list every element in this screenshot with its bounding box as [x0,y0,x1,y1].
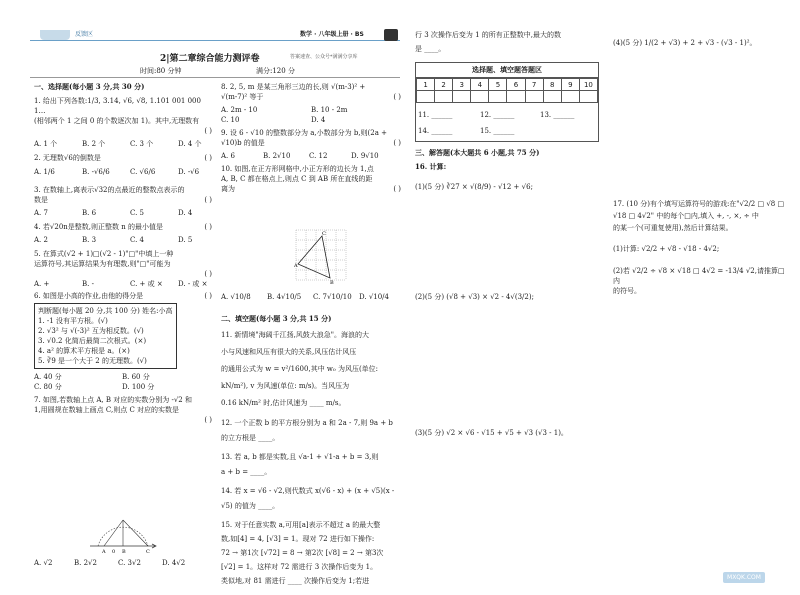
q10-text: 10. 如图,在正方形网格中,小正方形的边长为 1,点 [221,165,374,173]
q2-option-d[interactable]: D. -√6 [178,168,200,176]
q4-options [34,235,212,245]
blank-11[interactable]: 11. ______ [418,111,453,119]
number-line-figure [88,516,158,554]
q6-options-2 [34,382,212,392]
homework-item: 2. √3² 与 √(-3)² 互为相反数。(√) [38,327,144,335]
subject-label: 数学 · 八年级上册 · BS [300,31,364,38]
q9-text: 9. 设 6 - √10 的整数部分为 a,小数部分为 b,则(2a + [221,129,387,137]
q13-line: 13. 若 a, b 都是实数,且 √a-1 + √1-a + b = 3,则 [221,453,379,461]
q4-option-b[interactable]: B. 3 [82,236,97,244]
q13-line: a + b = ____。 [221,468,272,476]
q8-options-2 [221,115,401,125]
q5-option-c[interactable]: C. + 或 × [130,280,163,288]
q8-text-b: √(m-7)² 等于 ( ) [221,93,401,101]
q15-block [221,518,401,588]
q9-option-b[interactable]: B. 2√10 [263,152,291,160]
answer-grid [416,78,598,103]
q15-continued-b: 是 ____。 [415,45,446,53]
q2-option-b[interactable]: B. -√6/6 [82,168,110,176]
answer-col-header: 8 [543,79,561,91]
answer-col-header: 4 [471,79,489,91]
q10-option-c[interactable]: C. 7√10/10 [313,293,352,301]
time-limit: 时间:80 分钟 [140,67,182,75]
answer-cell[interactable] [453,91,471,103]
q9-options [221,151,401,161]
q8-options-1 [221,105,401,115]
q10-option-b[interactable]: B. 4√10/5 [267,293,302,301]
q2-options [34,167,212,183]
q16-part2: (2)(5 分) (√8 + √3) × √2 - 4√(3/2); [415,293,534,301]
q11-line: kN/m²), v 为风速(单位: m/s)。当风压为 [221,382,350,390]
answer-area-title: 选择题、填空题答题区 [416,63,598,78]
q17-part2-b: 的符号。 [613,287,641,295]
q16-part1: (1)(5 分) ∛27 × √(8/9) - √12 + √6; [415,183,533,191]
full-score: 满分:120 分 [256,67,295,75]
q14-block [221,484,401,514]
q3-option-d[interactable]: D. 4 [178,209,193,217]
q14-line: 14. 若 x = √6 - √2,则代数式 x(√6 - x) + (x + √5)(x - [221,487,395,495]
q6-option-c[interactable]: C. 80 分 [34,383,62,391]
q10-text-c: 离为 ( ) [221,185,401,193]
q2-option-a[interactable]: A. 1/6 [34,168,55,176]
q5-option-b[interactable]: B. - [82,280,94,288]
q3-text: 3. 在数轴上,离表示√32的点最近的整数点表示的 [34,186,185,194]
blank-15[interactable]: 15. ______ [480,127,515,135]
q7-text: 7. 如图,若数轴上点 A, B 对应的实数分别为 -√2 和 [34,396,192,404]
q16-part4: (4)(5 分) 1/(2 + √3) + 2 + √3 - (√3 - 1)²。 [613,39,757,47]
q2-option-c[interactable]: C. √6/6 [130,168,156,176]
homework-item: 3. √0.2 化简后最简二次根式。(×) [38,337,147,345]
q4-text: 4. 若√20n是整数,则正整数 n 的最小值是 ( ) [34,223,212,231]
q15-continued: 行 3 次操作后变为 1 的所有正整数中,最大的数 [415,31,562,39]
q1-option-c[interactable]: C. 3 个 [130,140,154,148]
q1-option-d[interactable]: D. 4 个 [178,140,202,148]
q17-line: 17. (10 分)有个填写运算符号的游戏:在"√2/2 □ √8 □ [613,200,785,208]
answer-cell[interactable] [471,91,489,103]
q7-options [34,558,212,568]
q3-option-b[interactable]: B. 6 [82,209,97,217]
svg-text:B: B [330,280,334,284]
q17-block [613,198,791,234]
q3-option-c[interactable]: C. 5 [130,209,145,217]
answer-cell[interactable] [417,91,435,103]
q9-option-a[interactable]: A. 6 [221,152,235,160]
header-divider [30,77,400,78]
header-tab [40,30,70,40]
q11-block [221,327,401,412]
q16-part3: (3)(5 分) √2 × √6 - √15 + √5 + √3 (√3 - 1)。 [415,429,568,437]
section-tag: 反馈区 [75,31,94,38]
q3-text-b: 数是 ( ) [34,196,212,204]
q5-text: 5. 在算式(√2 + 1)□(√2 - 1)"□"中填上一种 [34,250,174,258]
q6-option-a[interactable]: A. 40 分 [34,373,62,381]
q5-options [34,279,212,289]
q14-line: √5) 的值为 ____。 [221,502,280,510]
q7-option-a[interactable]: A. √2 [34,559,53,567]
q15-line: 类似地,对 81 需进行 ____ 次操作后变为 1;若进 [221,577,370,585]
q6-options [34,372,212,382]
q10-option-d[interactable]: D. √10/4 [359,293,389,301]
q15-line: 数,如[4] = 4, [√3] = 1。现对 72 进行如下操作: [221,535,375,543]
q1-options [34,139,212,149]
q8-option-a[interactable]: A. 2m - 10 [221,106,258,114]
q17-part2: (2)若 √2/2 ÷ √8 × √18 □ 4√2 = -13/4 √2,请推算□内 [613,267,785,285]
q6-option-b[interactable]: B. 60 分 [122,373,150,381]
homework-card [34,303,177,369]
answer-col-header: 3 [453,79,471,91]
q8-option-b[interactable]: B. 10 - 2m [311,106,348,114]
svg-text:A: A [294,263,298,269]
grid-figure [294,228,350,284]
q15-line: [√2] = 1。这样对 72 需进行 3 次操作后变为 1。 [221,563,378,571]
q11-line: 的通用公式为 w = v²/1600,其中 w₀ 为风压(单位: [221,365,379,373]
q2-text: 2. 无理数√6的倒数是 ( ) [34,154,212,162]
q1-option-b[interactable]: B. 2 个 [82,140,106,148]
q4-option-c[interactable]: C. 4 [130,236,145,244]
answer-col-header: 9 [561,79,579,91]
q5-answer-paren[interactable]: ( ) [204,270,212,278]
answer-cell[interactable] [507,91,525,103]
q8-option-d[interactable]: D. 4 [311,116,326,124]
blank-14[interactable]: 14. ______ [418,127,453,135]
part3-heading: 三、解答题(本大题共 6 小题,共 75 分) [415,148,540,157]
q10-option-a[interactable]: A. √10/8 [221,293,251,301]
answer-col-header: 6 [507,79,525,91]
q1-text-b: (相邻两个 1 之间 0 的个数逐次加 1)。其中,无理数有 [34,117,200,125]
answer-cell[interactable] [435,91,453,103]
q6-text: 6. 如图是小高的作业,由他的得分是 ( ) [34,292,212,300]
svg-text:C: C [322,231,326,237]
q12-line: 12. 一个正数 b 的平方根分别为 a 和 2a - 7,则 9a + b [221,419,393,427]
blank-13[interactable]: 13. ______ [540,111,575,119]
answer-cell[interactable] [543,91,561,103]
q1-option-a[interactable]: A. 1 个 [34,140,58,148]
q3-options [34,208,212,218]
answer-col-header: 7 [525,79,543,91]
svg-text:0: 0 [112,549,116,554]
q12-line: 的立方根是 ____。 [221,434,280,442]
q7-option-b[interactable]: B. 2√2 [74,559,97,567]
q5-option-d[interactable]: D. - 或 × [178,280,208,288]
q13-block [221,450,401,480]
q11-line: 0.16 kN/m² 时,估计风速为 ____ m/s。 [221,399,346,407]
answer-cell[interactable] [561,91,579,103]
mascot-icon [384,29,398,41]
q4-option-d[interactable]: D. 5 [178,236,193,244]
q7-option-c[interactable]: C. 3√2 [118,559,141,567]
q5-option-a[interactable]: A. + [34,280,50,288]
q15-line: 15. 对于任意实数 a,可用[a]表示不超过 a 的最大整 [221,521,381,529]
blank-12[interactable]: 12. ______ [480,111,515,119]
q9-text-b: √10)b 的值是 ( ) [221,139,401,147]
q9-option-c[interactable]: C. 12 [309,152,328,160]
q9-option-d[interactable]: D. 9√10 [351,152,379,160]
column-4 [613,38,791,296]
answer-col-header: 2 [435,79,453,91]
svg-text:A: A [102,549,106,554]
fill-blanks [416,103,598,141]
q7-option-d[interactable]: D. 4√2 [162,559,186,567]
q7-text-b: 1,用圆规在数轴上画点 C,则点 C 对应的实数是 [34,406,180,414]
answer-area [415,62,599,142]
q17-part1: (1)计算: √2/2 + √8 - √18 - 4√2; [613,245,720,253]
homework-item: 4. a² 的算术平方根是 a。(×) [38,347,130,355]
q17-line: √18 □ 4√2" 中的每个□内,填入 +, -, ×, ÷ 中 [613,212,759,220]
q7-answer-paren[interactable]: ( ) [204,416,212,424]
svg-text:C: C [146,549,150,554]
answer-cell[interactable] [489,91,507,103]
q17-line: 的某一个(可重复使用),然后计算结果。 [613,224,733,232]
q4-option-a[interactable]: A. 2 [34,236,48,244]
part2-section [221,314,401,588]
column-2 [221,82,401,194]
footer-badge: MXQK.COM [723,572,765,583]
q11-line: 11. 新情境"海阔千江扬,风鼓大浪急"。海浪的大 [221,331,370,339]
header-note: 答案速查、公众号*满满分享库 [290,54,358,60]
q10-text-b: A, B, C 都在格点上,则点 C 到 AB 所在直线的距 [221,175,373,183]
q8-option-c[interactable]: C. 10 [221,116,240,124]
part1-heading: 一、选择题(每小题 3 分,共 30 分) [34,82,145,91]
q1-answer-paren[interactable]: ( ) [204,127,212,135]
q8-text: 8. 2, 5, m 是某三角形三边的长,则 √(m-3)² + [221,83,366,91]
answer-col-header: 10 [579,79,597,91]
part2-heading: 二、填空题(每小题 3 分,共 15 分) [221,314,332,323]
column-3 [415,30,600,438]
svg-text:B: B [122,549,126,554]
homework-item: 1. -1 没有平方根。(√) [38,317,108,325]
q5-text-b: 运算符号,其运算结果为有理数,则"□"可能为 [34,260,171,268]
q15-line: 72 → 第1次 [√72] = 8 → 第2次 [√8] = 2 → 第3次 [221,549,384,557]
answer-col-header: 1 [417,79,435,91]
column-1 [34,82,212,425]
homework-title: 判断题(每小题 20 分,共 100 分) 姓名:小高 [38,307,173,315]
unit-title: 2|第二章综合能力测评卷 [160,54,260,64]
homework-item: 5. ∛9 是一个大于 2 的无理数。(√) [38,357,147,365]
q16-heading: 16. 计算: [415,162,447,171]
q1-text: 1. 给出下列各数:1/3, 3.14, √6, √8, 1.101 001 000 1… [34,97,201,115]
q12-block [221,416,401,446]
answer-col-header: 5 [489,79,507,91]
answer-cell[interactable] [525,91,543,103]
q11-line: 小与风速和风压有很大的关系,风压估计风压 [221,348,357,356]
q10-options [221,292,401,302]
answer-cell[interactable] [579,91,597,103]
q6-option-d[interactable]: D. 100 分 [122,383,155,391]
q3-option-a[interactable]: A. 7 [34,209,48,217]
